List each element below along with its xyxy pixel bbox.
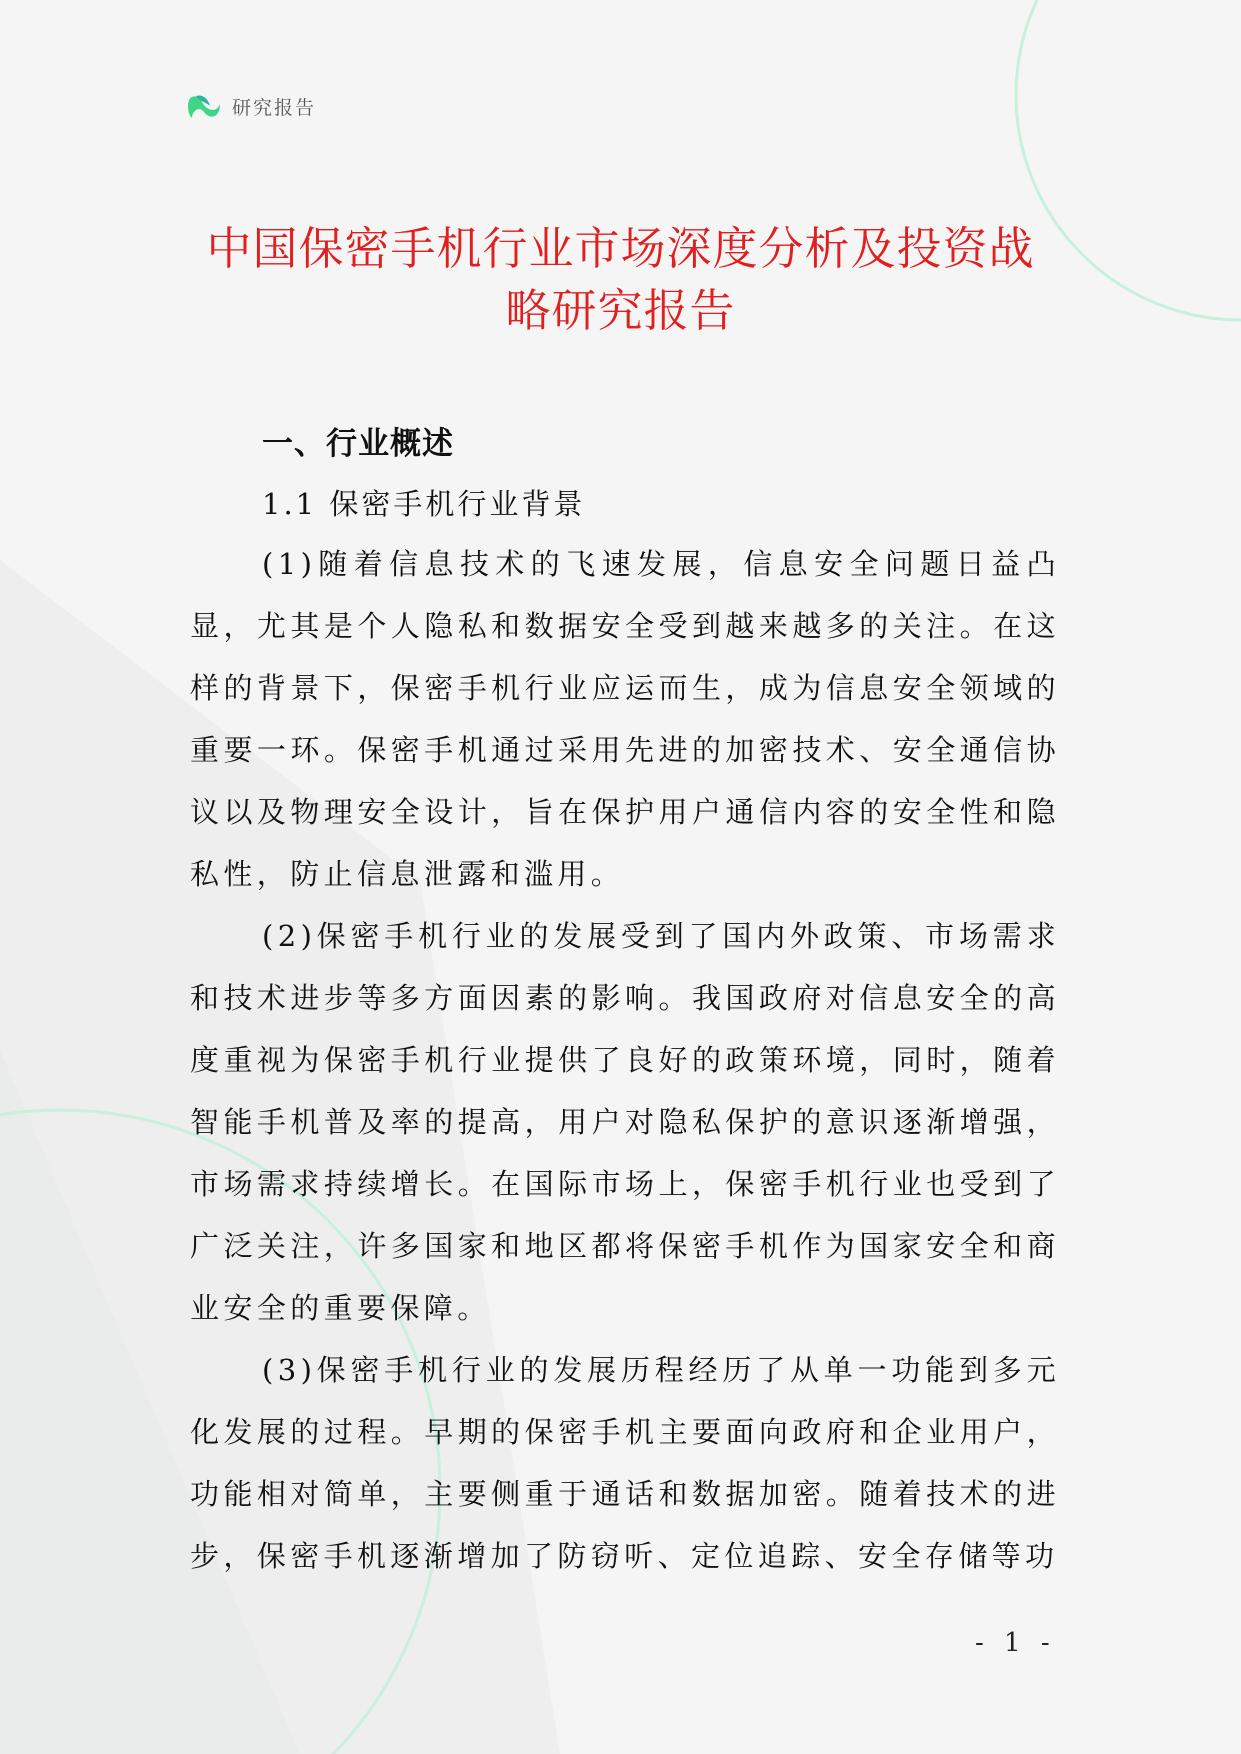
- paragraph: (1)随着信息技术的飞速发展，信息安全问题日益凸显，尤其是个人隐私和数据安全受到越来越多的关注。在这样的背景下，保密手机行业应运而生，成为信息安全领域的重要一环。保密手机通过采用先进的加密技术、安全通信协议以及物理安全设计，旨在保护用户通信内容的安全性和隐私性，防止信息泄露和滥用。: [190, 547, 1060, 891]
- header-label: 研究报告: [232, 96, 317, 119]
- title-line-1: 中国保密手机行业市场深度分析及投资战: [206, 222, 1035, 275]
- report-title: [150, 218, 1091, 342]
- body-text: [190, 533, 1060, 1587]
- report-header: [186, 90, 316, 122]
- report-logo-icon: [186, 90, 222, 122]
- title-line-2: 略研究报告: [505, 284, 736, 337]
- sub-heading: 1.1 保密手机行业背景: [262, 487, 586, 521]
- paragraph: (3)保密手机行业的发展历程经历了从单一功能到多元化发展的过程。早期的保密手机主要面向政府和企业用户，功能相对简单，主要侧重于通话和数据加密。随着技术的进步，保密手机逐渐增加了防窃听、定位追踪、安全存储等功: [190, 1353, 1060, 1573]
- page-number: - 1 -: [975, 1628, 1056, 1658]
- section-heading: 一、行业概述: [262, 426, 454, 462]
- paragraph: (2)保密手机行业的发展受到了国内外政策、市场需求和技术进步等多方面因素的影响。我国政府对信息安全的高度重视为保密手机行业提供了良好的政策环境，同时，随着智能手机普及率的提高，用户对隐私保护的意识逐渐增强，市场需求持续增长。在国际市场上，保密手机行业也受到了广泛关注，许多国家和地区都将保密手机作为国家安全和商业安全的重要保障。: [190, 919, 1060, 1325]
